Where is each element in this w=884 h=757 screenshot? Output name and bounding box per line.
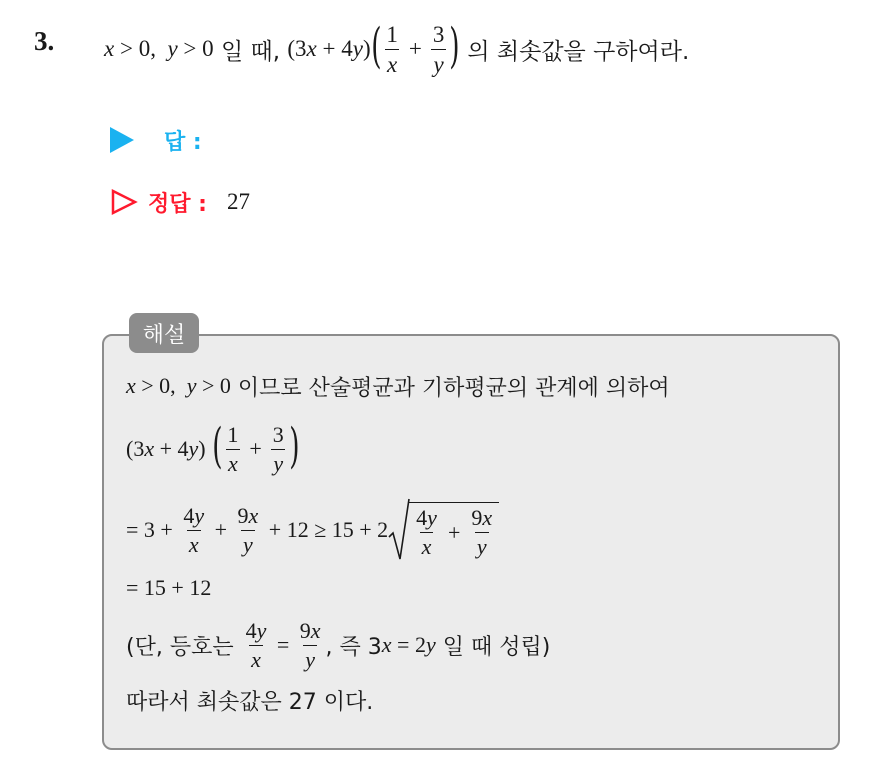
- fraction-1-over-x: [225, 421, 240, 476]
- text-ask: 의 최솟값을 구하여라.: [460, 38, 690, 65]
- expr-rest: + 12 ≥ 15 + 2: [263, 517, 389, 542]
- frac-denominator: x: [421, 534, 432, 559]
- correct-answer-label: 정답 :: [148, 191, 207, 217]
- equals-sign: =: [271, 632, 295, 657]
- num-coef: 9: [471, 505, 483, 530]
- right-paren: ): [449, 18, 460, 74]
- var-y: y: [186, 373, 197, 398]
- expr-close: ): [362, 36, 371, 61]
- expr-plus: + 4: [316, 36, 353, 61]
- radicand: [409, 502, 499, 558]
- fraction-1-over-x: [384, 23, 400, 76]
- frac-denominator: y: [431, 49, 445, 76]
- correct-answer-value: 27: [226, 189, 250, 214]
- solution-line-5: [126, 614, 550, 676]
- expr-open: (3: [287, 36, 307, 61]
- solution-line-4: = 15 + 12: [126, 575, 212, 600]
- num-var: y: [194, 502, 205, 528]
- text-end: 일 때 성립): [435, 634, 551, 660]
- plus-sign: +: [209, 517, 233, 542]
- var-x: x: [104, 36, 115, 61]
- plus-sign: +: [408, 36, 422, 61]
- solution-text: 이므로 산술평균과 기하평균의 관계에 의하여: [230, 375, 670, 401]
- frac-denominator: y: [273, 450, 284, 476]
- equality-condition-text: (단, 등호는: [126, 634, 241, 660]
- left-paren: (: [370, 18, 382, 74]
- cond-x-rest: > 0,: [114, 36, 168, 61]
- fraction-9x-over-y: [236, 502, 261, 557]
- problem-number: 3.: [34, 26, 55, 56]
- square-root: [388, 497, 499, 563]
- num-var: y: [427, 505, 437, 530]
- radical-sign-icon: [388, 497, 410, 563]
- solution-tag: 해설: [129, 313, 199, 353]
- solution-line-6: [126, 680, 373, 720]
- frac-denominator: x: [385, 49, 399, 76]
- fraction-9x-over-y: [469, 507, 494, 558]
- cond-x-rest: > 0,: [135, 373, 187, 398]
- cond-y-rest: > 0: [177, 36, 214, 61]
- text-when: 일 때,: [213, 38, 288, 65]
- problem: [34, 18, 874, 84]
- left-paren: (: [211, 418, 223, 474]
- correct-answer-row: [110, 184, 250, 220]
- num-var: x: [482, 505, 493, 530]
- expr-start: = 3 +: [126, 517, 179, 542]
- num-coef: 4: [416, 505, 428, 530]
- fraction-3-over-y: [431, 23, 447, 76]
- frac-denominator: y: [476, 534, 487, 559]
- num-coef: 9: [299, 617, 311, 643]
- var-x: x: [381, 632, 392, 657]
- var-x: x: [126, 373, 136, 398]
- conclusion-end: 이다.: [316, 689, 374, 715]
- fraction-3-over-y: [271, 421, 286, 476]
- frac-denominator: x: [188, 531, 199, 557]
- expr-x: x: [306, 36, 317, 61]
- play-icon: [110, 127, 134, 153]
- answer-label: 답 :: [164, 129, 202, 155]
- expr-plus: + 4: [154, 436, 189, 461]
- num-var: x: [310, 617, 321, 643]
- frac-numerator: 3: [272, 421, 284, 447]
- play-outline-icon: [110, 188, 138, 216]
- plus-sign: +: [447, 519, 461, 545]
- num-coef: 9: [237, 502, 249, 528]
- num-coef: 4: [245, 617, 257, 643]
- expr-close: ): [198, 436, 206, 461]
- expr-x: x: [144, 436, 155, 461]
- frac-denominator: y: [243, 531, 253, 557]
- expr-open: (3: [126, 436, 145, 461]
- fraction-4y-over-x: [181, 502, 206, 557]
- frac-denominator: x: [227, 450, 238, 476]
- var-y: y: [425, 632, 436, 657]
- fraction-4y-over-x: [244, 617, 269, 672]
- frac-numerator: 3: [432, 21, 445, 47]
- num-coef: 4: [183, 502, 195, 528]
- frac-denominator: x: [251, 646, 261, 672]
- num-var: x: [248, 502, 259, 528]
- answer-row: [110, 122, 202, 158]
- text-mid: , 즉 3: [325, 634, 382, 660]
- cond-y-rest: > 0: [196, 373, 231, 398]
- conclusion-text: 따라서 최솟값은 27: [126, 689, 317, 715]
- frac-numerator: 1: [386, 21, 398, 47]
- solution-line-2: [126, 418, 300, 480]
- plus-sign: +: [249, 436, 262, 461]
- expr-y: y: [352, 36, 363, 61]
- solution-line-3: [126, 494, 499, 566]
- num-var: y: [256, 617, 267, 643]
- var-y: y: [167, 36, 178, 61]
- frac-denominator: y: [305, 646, 316, 672]
- fraction-9x-over-y: [298, 617, 323, 672]
- right-paren: ): [288, 418, 300, 474]
- problem-statement: [104, 18, 689, 80]
- equals-2: = 2: [391, 632, 426, 657]
- expr-y: y: [188, 436, 199, 461]
- frac-numerator: 1: [227, 421, 239, 447]
- solution-line-1: [126, 366, 670, 406]
- fraction-4y-over-x: [414, 507, 439, 558]
